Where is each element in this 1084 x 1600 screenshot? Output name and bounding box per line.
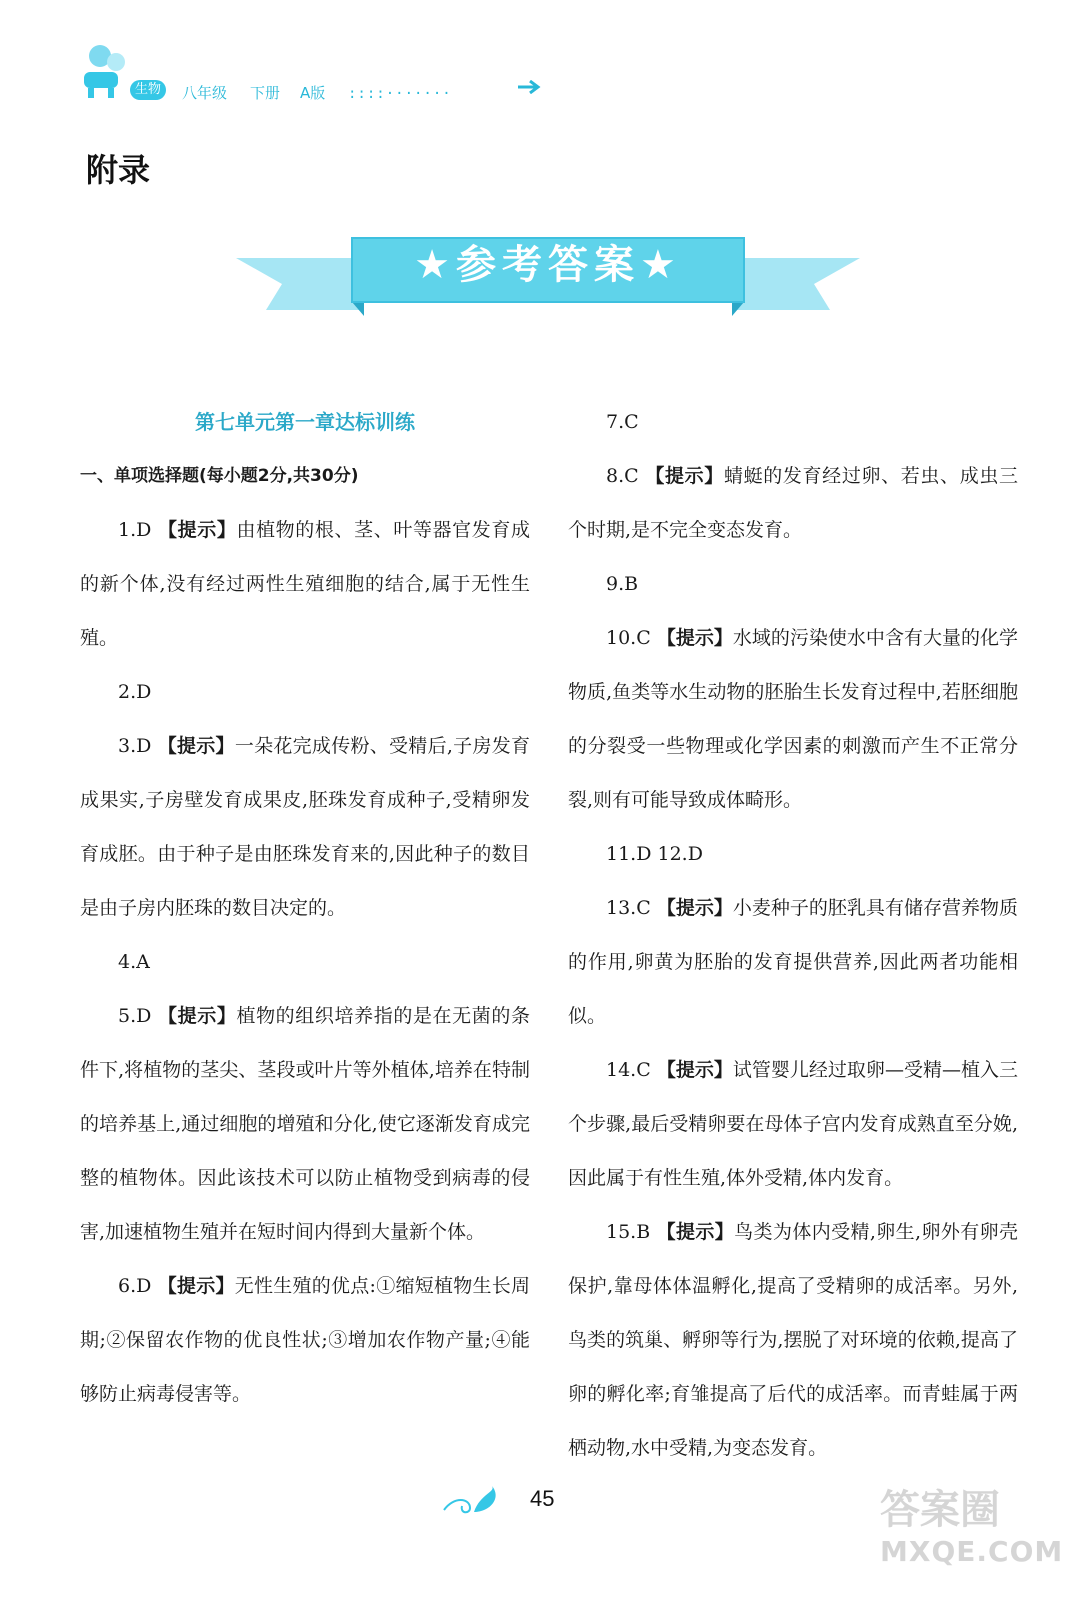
answer-number: 8.C <box>606 465 639 487</box>
hint-text: 蜻蜓的发育经过卵、若虫、成虫三个时期,是不完全变态发育。 <box>568 465 1018 541</box>
hint-label: 【提示】 <box>157 735 235 757</box>
answer-item <box>568 827 1018 881</box>
hint-label: 【提示】 <box>157 1275 235 1297</box>
hint-text: 由植物的根、茎、叶等器官发育成的新个体,没有经过两性生殖细胞的结合,属于无性生殖。 <box>80 519 530 649</box>
answer-number: 10.C <box>606 627 651 649</box>
answer-number: 13.C <box>606 897 651 919</box>
answer-number: 3.D <box>118 735 152 757</box>
answer-item <box>80 665 530 719</box>
answer-number: 6.D <box>118 1275 152 1297</box>
answer-number: 7.C <box>606 411 639 433</box>
page-number: 45 <box>530 1486 555 1511</box>
watermark-logo <box>880 1478 1070 1588</box>
watermark-top: 答案圈 <box>880 1487 1000 1533</box>
answer-item <box>80 503 530 665</box>
volume-label: 下册 <box>250 84 281 102</box>
answer-number: 14.C <box>606 1059 651 1081</box>
answer-number: 2.D <box>118 681 152 703</box>
subject-badge: 生物 <box>130 80 166 100</box>
answer-item <box>568 395 1018 449</box>
answer-list-right <box>568 395 1018 1475</box>
right-column <box>568 395 1018 1475</box>
section-title: 第七单元第一章达标训练 <box>195 410 415 434</box>
hint-label: 【提示】 <box>656 627 733 649</box>
answer-number: 5.D <box>118 1005 152 1027</box>
answer-item <box>80 719 530 935</box>
hint-text: 植物的组织培养指的是在无菌的条件下,将植物的茎尖、茎段或叶片等外植体,培养在特制的培养基上,通过细胞的增殖和分化,使它逐渐发育成完整的植物体。因此该技术可以防止植物受到病毒的侵害,加速植物生殖并在短时间内得到大量新个体。 <box>80 1005 530 1243</box>
answer-item <box>568 1205 1018 1475</box>
left-column <box>80 395 530 1421</box>
answer-banner-title: ★参考答案★ <box>414 242 682 288</box>
hint-text: 一朵花完成传粉、受精后,子房发育成果实,子房壁发育成果皮,胚珠发育成种子,受精卵发育成胚。由于种子是由胚珠发育来的,因此种子的数目是由子房内胚珠的数目决定的。 <box>80 735 530 919</box>
hint-text: 鸟类为体内受精,卵生,卵外有卵壳保护,靠母体体温孵化,提高了受精卵的成活率。另外,鸟类的筑巢、孵卵等行为,摆脱了对环境的依赖,提高了卵的孵化率;育雏提高了后代的成活率。而青蛙属于两栖动物,水中受精,为变态发育。 <box>568 1221 1018 1459</box>
hint-text: 小麦种子的胚乳具有储存营养物质的作用,卵黄为胚胎的发育提供营养,因此两者功能相似。 <box>568 897 1018 1027</box>
answer-number: 9.B <box>606 573 639 595</box>
answer-number: 11.D 12.D <box>606 843 703 865</box>
answer-number: 4.A <box>118 951 150 973</box>
answer-item <box>568 449 1018 557</box>
answer-list-left <box>80 503 530 1421</box>
answer-item <box>568 557 1018 611</box>
edition-label: A版 <box>300 84 326 102</box>
answer-item <box>568 1043 1018 1205</box>
hint-label: 【提示】 <box>158 1005 237 1027</box>
watermark-bottom: MXQE.COM <box>880 1535 1064 1568</box>
answer-number: 1.D <box>118 519 152 541</box>
header-dots: ::::······· <box>348 86 452 102</box>
hint-text: 水域的污染使水中含有大量的化学物质,鱼类等水生动物的胚胎生长发育过程中,若胚细胞的分裂受一些物理或化学因素的刺激而产生不正常分裂,则有可能导致成体畸形。 <box>568 627 1018 811</box>
answer-item <box>80 1259 530 1421</box>
answer-item <box>80 935 530 989</box>
hint-text: 试管婴儿经过取卵—受精—植入三个步骤,最后受精卵要在母体子宫内发育成熟直至分娩,因此属于有性生殖,体外受精,体内发育。 <box>568 1059 1018 1189</box>
page-header <box>78 42 478 102</box>
appendix-title: 附录 <box>86 151 151 189</box>
hint-label: 【提示】 <box>656 1059 733 1081</box>
hint-text: 无性生殖的优点:①缩短植物生长周期;②保留农作物的优良性状;③增加农作物产量;④能够防止病毒侵害等。 <box>80 1275 531 1405</box>
answer-item <box>80 989 530 1259</box>
answer-item <box>568 611 1018 827</box>
arrow-right-icon <box>518 80 542 94</box>
answer-number: 15.B <box>606 1221 651 1243</box>
hint-label: 【提示】 <box>656 1221 735 1243</box>
hint-label: 【提示】 <box>656 897 733 919</box>
hint-label: 【提示】 <box>645 465 724 487</box>
part-title: 一、单项选择题(每小题2分,共30分) <box>80 466 359 486</box>
answer-item <box>568 881 1018 1043</box>
grade-label: 八年级 <box>182 84 228 102</box>
mascot-icon <box>78 42 138 102</box>
hint-label: 【提示】 <box>158 519 237 541</box>
